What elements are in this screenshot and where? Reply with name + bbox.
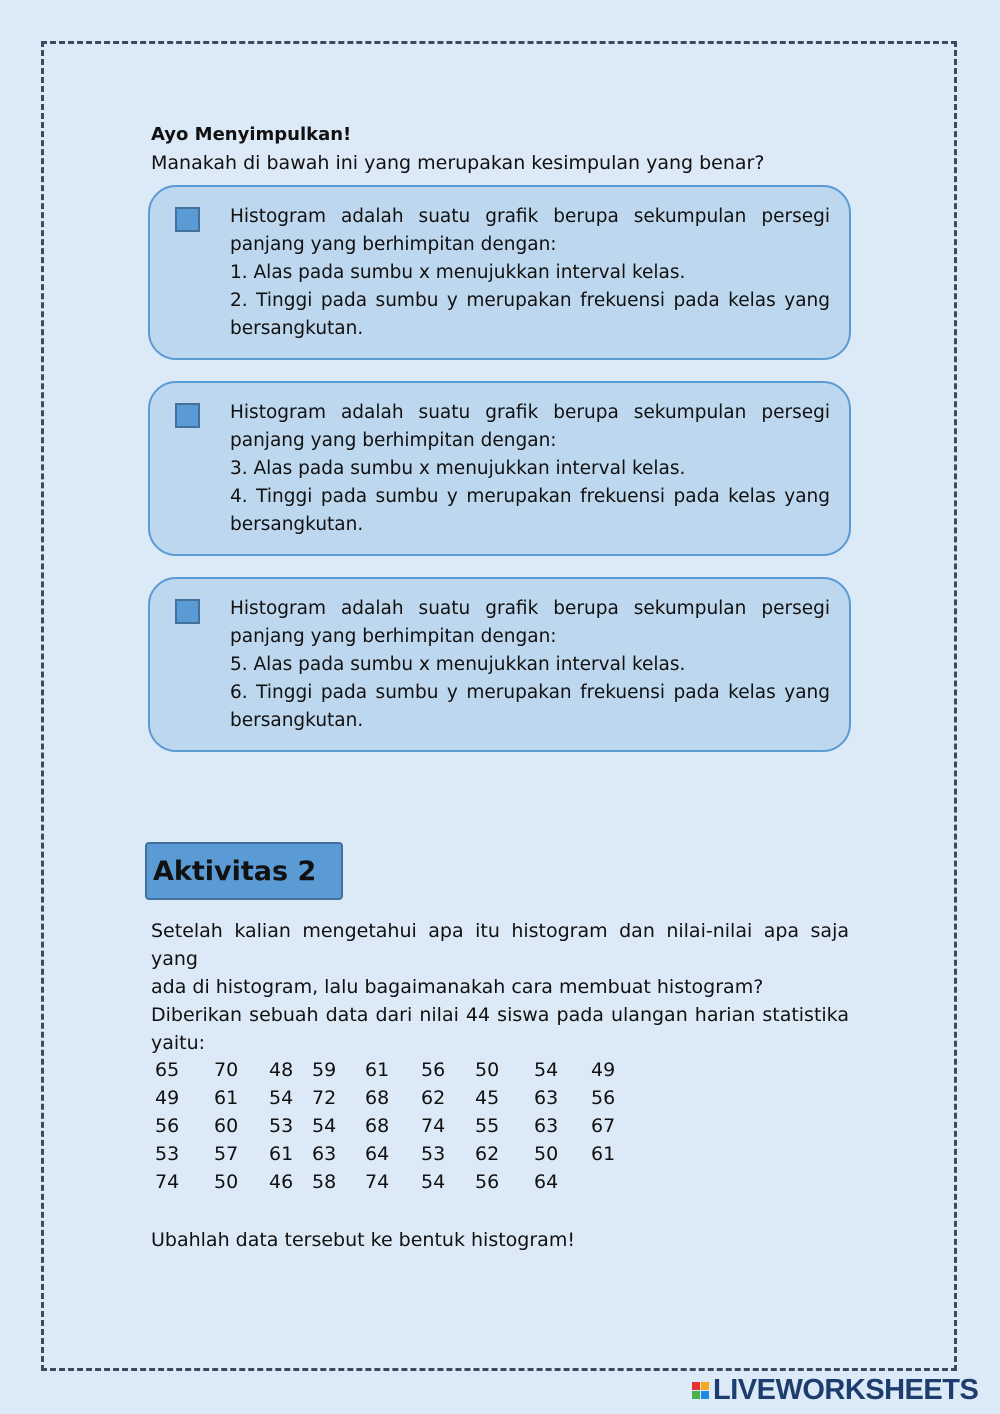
data-cell: 68 [365,1087,390,1109]
data-cell: 50 [475,1059,500,1081]
data-row [151,1140,631,1168]
data-cell: 57 [214,1143,239,1165]
data-cell: 59 [312,1059,337,1081]
data-cell: 63 [312,1143,337,1165]
data-cell: 62 [421,1087,446,1109]
data-row [151,1112,631,1140]
data-cell: 62 [475,1143,500,1165]
logo-text: LIVEWORKSHEETS [713,1373,979,1406]
data-cell: 60 [214,1115,239,1137]
data-cell: 64 [534,1171,559,1193]
option-checkbox[interactable] [175,599,200,624]
data-cell: 54 [534,1059,559,1081]
data-cell: 53 [421,1143,446,1165]
data-cell: 61 [214,1087,239,1109]
data-cell: 46 [269,1171,294,1193]
option-line: panjang yang berhimpitan dengan: [230,626,557,647]
data-cell: 50 [214,1171,239,1193]
logo-square [701,1382,709,1390]
data-cell: 63 [534,1115,559,1137]
option-checkbox[interactable] [175,207,200,232]
option-line: Histogram adalah suatu grafik berupa sekumpulan persegi [230,402,830,423]
logo-square [701,1391,709,1399]
section-heading: Ayo Menyimpulkan! [151,124,352,145]
option-line: bersangkutan. [230,710,364,731]
data-intro-line: Diberikan sebuah data dari nilai 44 siswa pada ulangan harian statistika [151,1004,849,1026]
liveworksheets-logo [692,1374,978,1406]
option-checkbox[interactable] [175,403,200,428]
data-intro-line: yaitu: [151,1032,206,1054]
instruction-text: Ubahlah data tersebut ke bentuk histogram! [151,1229,575,1251]
option-line: 1. Alas pada sumbu x menujukkan interval kelas. [230,262,686,283]
intro-paragraph [151,917,849,1001]
option-text [230,203,830,343]
answer-option-3[interactable] [148,577,851,752]
question-text: Manakah di bawah ini yang merupakan kesimpulan yang benar? [151,152,765,174]
data-cell: 56 [421,1059,446,1081]
answer-option-2[interactable] [148,381,851,556]
data-cell: 70 [214,1059,239,1081]
data-cell: 58 [312,1171,337,1193]
option-line: Histogram adalah suatu grafik berupa sekumpulan persegi [230,598,830,619]
option-line: bersangkutan. [230,514,364,535]
option-line: panjang yang berhimpitan dengan: [230,234,557,255]
data-cell: 56 [591,1087,616,1109]
data-cell: 61 [591,1143,616,1165]
data-cell: 56 [155,1115,180,1137]
data-row [151,1056,631,1084]
logo-square [692,1382,700,1390]
data-cell [591,1168,631,1196]
option-line: 2. Tinggi pada sumbu y merupakan frekuensi pada kelas yang [230,290,830,311]
answer-option-1[interactable] [148,185,851,360]
score-data-table [151,1056,631,1196]
option-line: 4. Tinggi pada sumbu y merupakan frekuensi pada kelas yang [230,486,830,507]
data-cell: 74 [421,1115,446,1137]
data-cell: 53 [155,1143,180,1165]
option-text [230,595,830,735]
option-line: bersangkutan. [230,318,364,339]
option-line: panjang yang berhimpitan dengan: [230,430,557,451]
data-cell: 45 [475,1087,500,1109]
data-cell: 61 [365,1059,390,1081]
option-line: 6. Tinggi pada sumbu y merupakan frekuensi pada kelas yang [230,682,830,703]
logo-square [692,1391,700,1399]
data-cell: 61 [269,1143,294,1165]
data-cell: 54 [312,1115,337,1137]
data-cell: 74 [365,1171,390,1193]
option-line: 5. Alas pada sumbu x menujukkan interval kelas. [230,654,686,675]
option-text [230,399,830,539]
data-cell: 65 [155,1059,180,1081]
data-cell: 74 [155,1171,180,1193]
data-intro-paragraph [151,1001,849,1057]
data-cell: 49 [155,1087,180,1109]
data-cell: 48 [269,1059,294,1081]
data-cell: 49 [591,1059,616,1081]
option-line: Histogram adalah suatu grafik berupa sekumpulan persegi [230,206,830,227]
data-cell: 56 [475,1171,500,1193]
data-cell: 68 [365,1115,390,1137]
data-cell: 50 [534,1143,559,1165]
data-cell: 67 [591,1115,616,1137]
data-cell: 55 [475,1115,500,1137]
data-cell: 63 [534,1087,559,1109]
data-cell: 54 [269,1087,294,1109]
intro-line: ada di histogram, lalu bagaimanakah cara membuat histogram? [151,976,764,998]
data-cell: 53 [269,1115,294,1137]
intro-line: Setelah kalian mengetahui apa itu histogram dan nilai-nilai apa saja yang [151,920,849,970]
data-cell: 64 [365,1143,390,1165]
data-cell: 72 [312,1087,337,1109]
activity-title-box: Aktivitas 2 [145,842,343,900]
data-row [151,1084,631,1112]
logo-mark-icon [692,1382,709,1399]
data-cell: 54 [421,1171,446,1193]
option-line: 3. Alas pada sumbu x menujukkan interval kelas. [230,458,686,479]
data-row [151,1168,631,1196]
